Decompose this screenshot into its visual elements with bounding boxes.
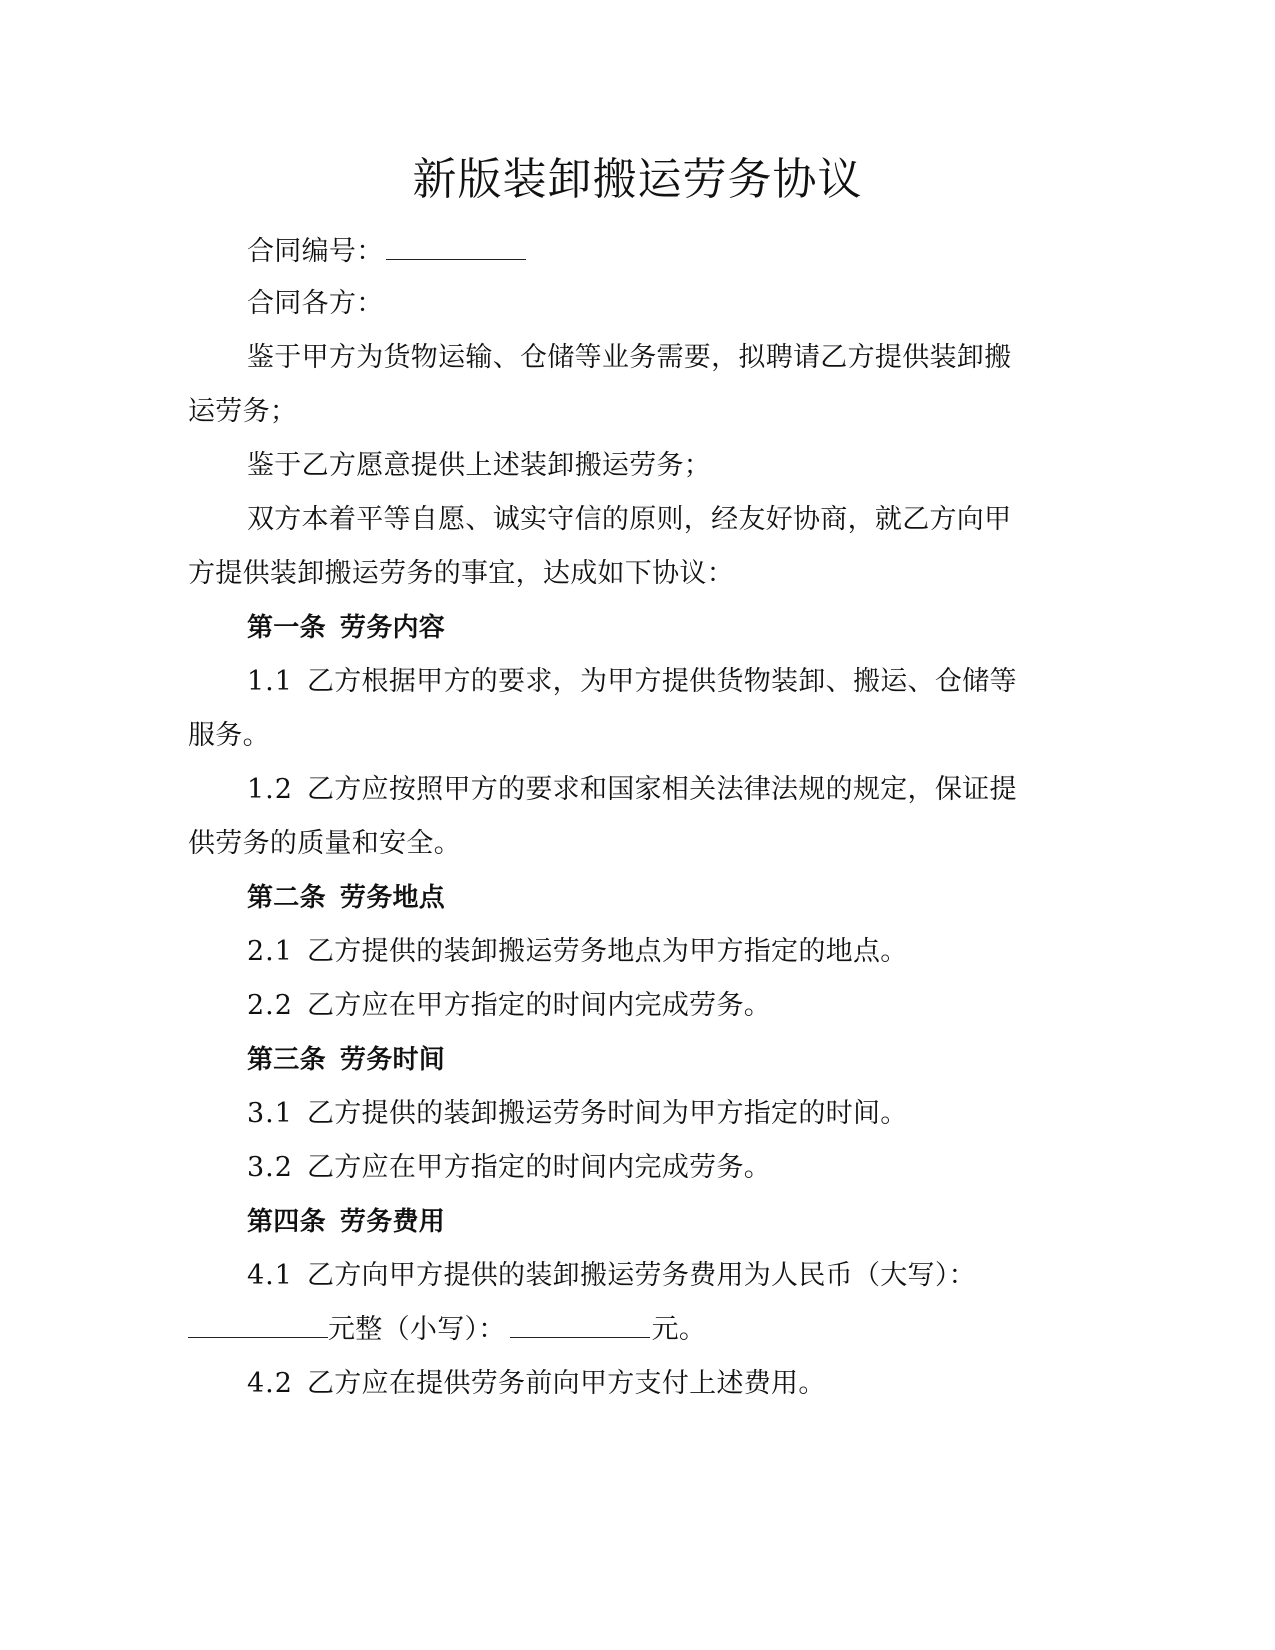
- clause-1-2-line-2: 供劳务的质量和安全。: [188, 828, 461, 859]
- amount-lowercase-suffix: 元。: [651, 1314, 707, 1345]
- article-2-heading: [247, 878, 445, 918]
- clause-1-1-line-1: [247, 662, 1017, 702]
- clause-1-1-text: 乙方根据甲方的要求，为甲方提供货物装卸、搬运、仓储等: [306, 666, 1017, 697]
- recital-3-line-1: 双方本着平等自愿、诚实守信的原则，经友好协商，就乙方向甲: [247, 504, 1012, 535]
- clause-3-2-number: 3.2: [247, 1152, 293, 1183]
- clause-4-2-text: 乙方应在提供劳务前向甲方支付上述费用。: [306, 1368, 826, 1399]
- clause-2-2: [247, 986, 771, 1026]
- article-2-number: 第二条: [247, 883, 326, 913]
- clause-3-2-text: 乙方应在甲方指定的时间内完成劳务。: [306, 1152, 772, 1183]
- amount-lowercase-blank[interactable]: [510, 1311, 650, 1338]
- recital-2: 鉴于乙方愿意提供上述装卸搬运劳务；: [247, 450, 712, 481]
- clause-2-1-text: 乙方提供的装卸搬运劳务地点为甲方指定的地点。: [306, 936, 908, 967]
- clause-2-2-text: 乙方应在甲方指定的时间内完成劳务。: [306, 990, 772, 1021]
- article-2-title: 劳务地点: [339, 883, 446, 913]
- article-3-number: 第三条: [247, 1045, 326, 1075]
- contract-number-line: [247, 232, 526, 272]
- document-title: 新版装卸搬运劳务协议: [412, 154, 863, 205]
- clause-2-1: [247, 932, 908, 972]
- clause-4-1-text: 乙方向甲方提供的装卸搬运劳务费用为人民币（大写）：: [306, 1260, 976, 1291]
- recital-1-line-1: 鉴于甲方为货物运输、仓储等业务需要，拟聘请乙方提供装卸搬: [247, 342, 1012, 373]
- contract-number-blank[interactable]: [386, 233, 526, 260]
- clause-2-2-number: 2.2: [247, 990, 293, 1021]
- article-1-title: 劳务内容: [339, 613, 446, 643]
- contract-number-label: 合同编号：: [247, 236, 384, 267]
- clause-1-2-line-1: [247, 770, 1017, 810]
- article-3-title: 劳务时间: [339, 1045, 446, 1075]
- clause-2-1-number: 2.1: [247, 936, 293, 967]
- clause-1-1-line-2: 服务。: [188, 720, 270, 751]
- clause-1-2-number: 1.2: [247, 774, 293, 805]
- recital-3-line-2: 方提供装卸搬运劳务的事宜，达成如下协议：: [188, 558, 734, 589]
- clause-4-1-number: 4.1: [247, 1260, 293, 1291]
- clause-4-2-number: 4.2: [247, 1368, 293, 1399]
- contract-parties-label: 合同各方：: [247, 288, 384, 319]
- clause-1-1-number: 1.1: [247, 666, 293, 697]
- clause-4-1-line-1: [247, 1256, 976, 1296]
- article-1-number: 第一条: [247, 613, 326, 643]
- clause-4-1-line-2: [188, 1310, 706, 1350]
- article-1-heading: [247, 608, 445, 648]
- article-3-heading: [247, 1040, 445, 1080]
- recital-1-line-2: 运劳务；: [188, 396, 298, 427]
- clause-1-2-text: 乙方应按照甲方的要求和国家相关法律法规的规定，保证提: [306, 774, 1017, 805]
- amount-uppercase-blank[interactable]: [188, 1311, 328, 1338]
- article-4-heading: [247, 1202, 445, 1242]
- clause-3-2: [247, 1148, 771, 1188]
- clause-3-1: [247, 1094, 908, 1134]
- clause-4-2: [247, 1364, 826, 1404]
- clause-3-1-text: 乙方提供的装卸搬运劳务时间为甲方指定的时间。: [306, 1098, 908, 1129]
- article-4-number: 第四条: [247, 1207, 326, 1237]
- amount-uppercase-suffix: 元整（小写）：: [328, 1314, 506, 1345]
- article-4-title: 劳务费用: [339, 1207, 446, 1237]
- clause-3-1-number: 3.1: [247, 1098, 293, 1129]
